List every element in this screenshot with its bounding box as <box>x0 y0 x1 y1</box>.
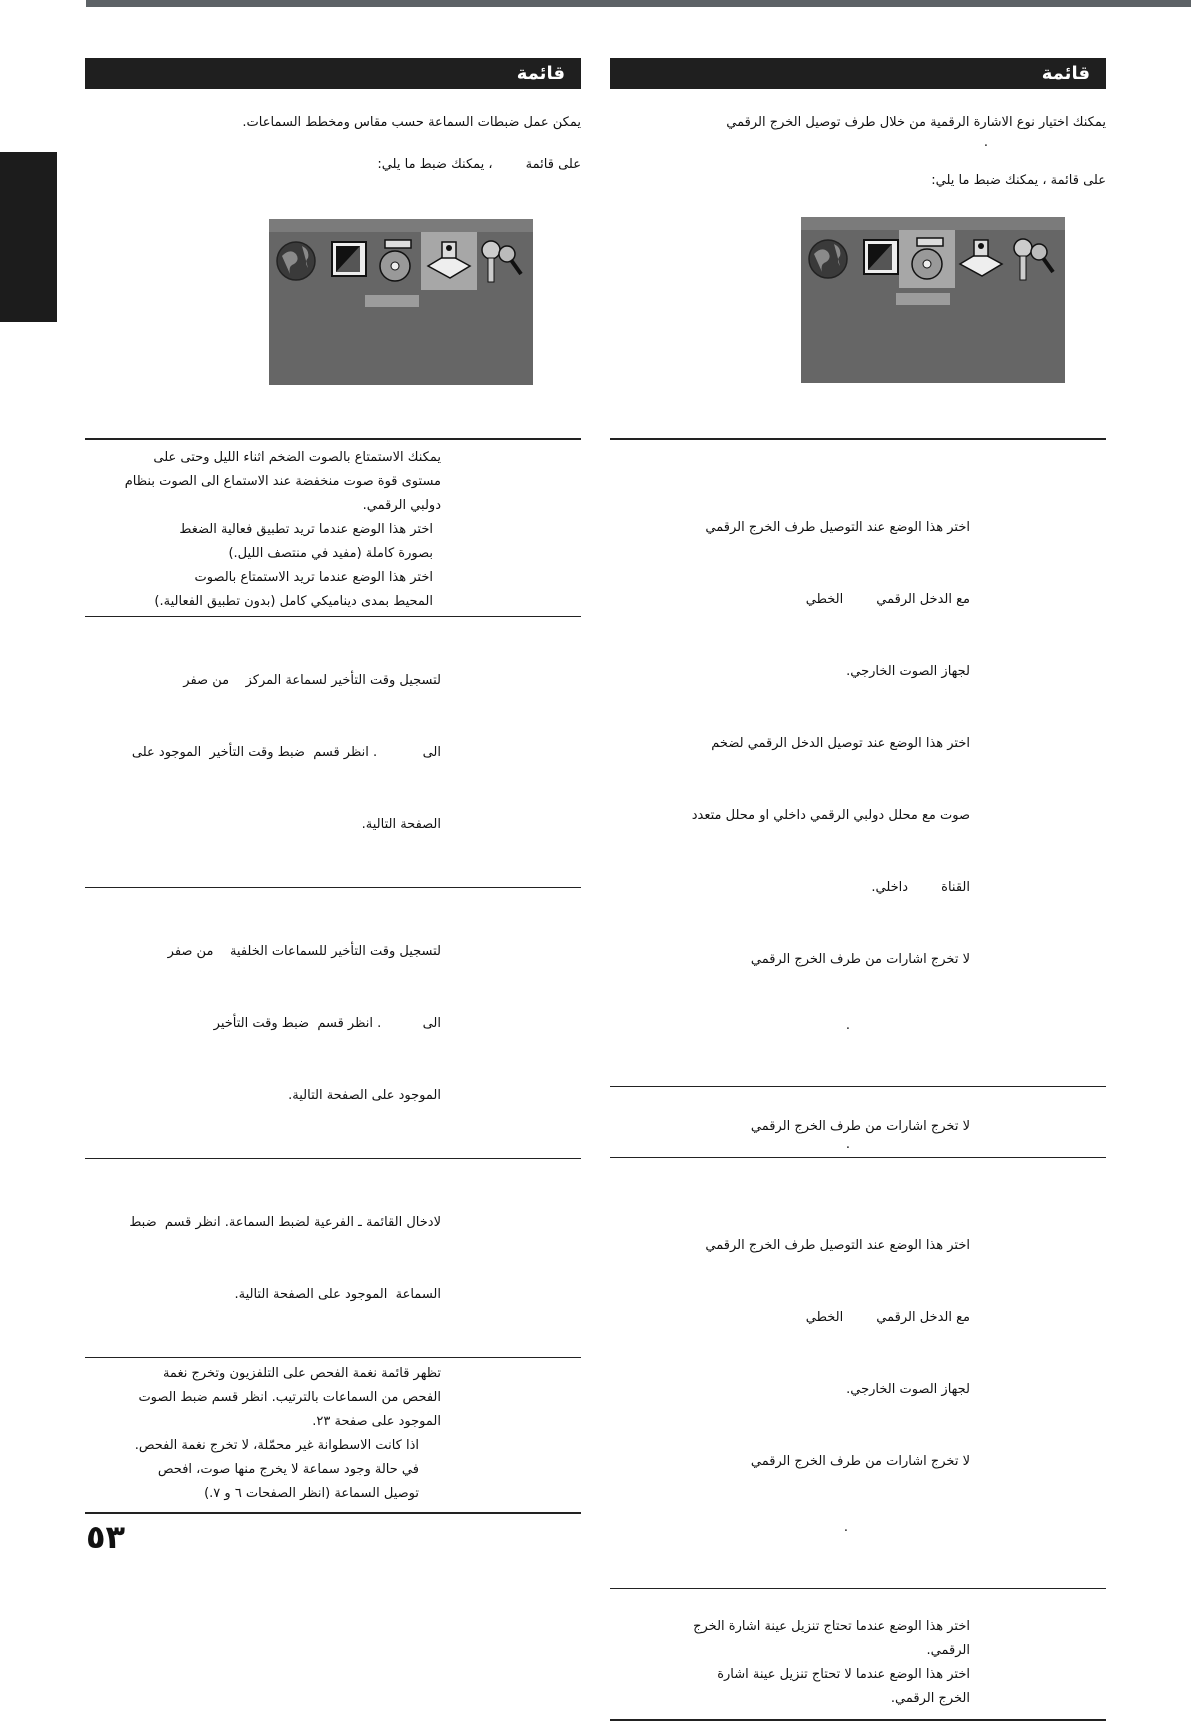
row-text: . <box>845 1137 850 1152</box>
side-tab <box>0 152 57 322</box>
row-text: اختر هذا الوضع عند التوصيل طرف الخرج الرقمي <box>705 520 970 535</box>
table-row <box>610 440 1106 1086</box>
top-bar <box>86 0 1191 7</box>
row-text: اختر هذا الوضع عند التوصيل طرف الخرج الرقمي <box>705 1238 970 1253</box>
table-row <box>85 887 581 1158</box>
disc-icon <box>373 234 423 288</box>
row-text: السماعة الموجود على الصفحة التالية. <box>234 1287 441 1302</box>
table-row <box>85 1357 581 1512</box>
speaker-setup-icon <box>424 234 474 288</box>
table-row <box>85 440 581 616</box>
row-text: . <box>845 1018 850 1033</box>
left-osd-screen <box>269 219 533 385</box>
left-column <box>85 58 581 175</box>
table-row <box>85 1158 581 1357</box>
row-text: لادخال القائمة ـ الفرعية لضبط السماعة. انظر قسم ضبط <box>129 1215 441 1230</box>
row-text: اختر هذا الوضع عندما تريد تطبيق فعالية الضغط <box>179 522 433 537</box>
page-number: ٥٣ <box>86 1518 126 1556</box>
row-text: الى . انظر قسم ضبط وقت التأخير الموجود على <box>131 745 441 760</box>
left-settings-table <box>85 438 581 1514</box>
row-text: لا تخرج اشارات من طرف الخرج الرقمي <box>750 952 970 967</box>
row-text: دولبي الرقمي. <box>362 498 441 513</box>
table-row <box>610 1588 1106 1719</box>
table-row <box>610 1157 1106 1588</box>
right-osd-screen <box>801 217 1065 383</box>
row-text: الى . انظر قسم ضبط وقت التأخير <box>213 1016 441 1031</box>
row-text: الموجود على صفحة ٢٣. <box>312 1414 441 1429</box>
right-on-menu: على قائمة ، يمكنك ضبط ما يلي: <box>931 173 1106 188</box>
row-text: لجهاز الصوت الخارجي. <box>846 1382 970 1397</box>
row-text: صوت مع محلل دولبي الرقمي داخلي او محلل متعدد <box>691 808 970 823</box>
row-text: مستوى قوة صوت منخفضة عند الاستماع الى الصوت بنظام <box>124 474 441 489</box>
row-text: توصيل السماعة (انظر الصفحات ٦ و ٧.) <box>204 1486 419 1501</box>
keys-icon <box>475 234 525 288</box>
row-text: لا تخرج اشارات من طرف الخرج الرقمي <box>750 1119 970 1134</box>
left-intro: يمكن عمل ضبطات السماعة حسب مقاس ومخطط السماعات. <box>242 115 581 130</box>
globe-icon <box>804 232 854 286</box>
row-text: . <box>843 1520 848 1535</box>
row-text: الفحص من السماعات بالترتيب. انظر قسم ضبط الصوت <box>138 1390 441 1405</box>
row-text: تظهر قائمة نغمة الفحص على التلفزيون وتخرج نغمة <box>162 1366 441 1381</box>
table-row <box>610 1086 1106 1157</box>
right-column <box>610 58 1106 191</box>
row-text: لجهاز الصوت الخارجي. <box>846 664 970 679</box>
row-text: الصفحة التالية. <box>361 817 441 832</box>
disc-icon <box>905 232 955 286</box>
row-text: الرقمي. <box>926 1643 970 1658</box>
right-settings-table <box>610 438 1106 1721</box>
row-text: اختر هذا الوضع عندما تحتاج تنزيل عينة اشارة الخرج <box>693 1619 970 1634</box>
row-text: في حالة وجود سماعة لا يخرج منها صوت، افحص <box>157 1462 419 1477</box>
row-text: القناة داخلي. <box>871 880 970 895</box>
right-section-header: قائمة <box>610 58 1106 89</box>
row-text: اختر هذا الوضع عند توصيل الدخل الرقمي لضخم <box>711 736 970 751</box>
osd-highlight-item <box>896 293 950 305</box>
table-row <box>85 616 581 887</box>
row-text: مع الدخل الرقمي الخطي <box>805 592 970 607</box>
osd-highlight-item <box>365 295 419 307</box>
row-text: اختر هذا الوضع عندما تريد الاستمتاع بالصوت <box>194 570 433 585</box>
right-intro-dot: . <box>983 135 988 150</box>
tv-screen-icon <box>324 234 374 288</box>
keys-icon <box>1007 232 1057 286</box>
left-on-menu: على قائمة ، يمكنك ضبط ما يلي: <box>377 157 581 172</box>
row-text: لتسجيل وقت التأخير لسماعة المركز من صفر <box>183 673 441 688</box>
tv-screen-icon <box>856 232 906 286</box>
row-text: اذا كانت الاسطوانة غير محمّلة، لا تخرج نغمة الفحص. <box>134 1438 419 1453</box>
speaker-setup-icon <box>956 232 1006 286</box>
row-text: مع الدخل الرقمي الخطي <box>805 1310 970 1325</box>
left-section-header: قائمة <box>85 58 581 89</box>
row-text: لا تخرج اشارات من طرف الخرج الرقمي <box>750 1454 970 1469</box>
row-text: اختر هذا الوضع عندما لا تحتاج تنزيل عينة اشارة <box>717 1667 970 1682</box>
row-text: الموجود على الصفحة التالية. <box>288 1088 441 1103</box>
row-text: المحيط بمدى ديناميكي كامل (بدون تطبيق الفعالية.) <box>154 594 433 609</box>
row-text: يمكنك الاستمتاع بالصوت الضخم اثناء الليل وحتى على <box>153 450 441 465</box>
row-text: بصورة كاملة (مفيد في منتصف الليل.) <box>228 546 433 561</box>
row-text: لتسجيل وقت التأخير للسماعات الخلفية من صفر <box>167 944 441 959</box>
right-intro: يمكنك اختيار نوع الاشارة الرقمية من خلال طرف توصيل الخرج الرقمي <box>726 115 1106 130</box>
row-text: الخرج الرقمي. <box>890 1691 970 1706</box>
globe-icon <box>272 234 322 288</box>
